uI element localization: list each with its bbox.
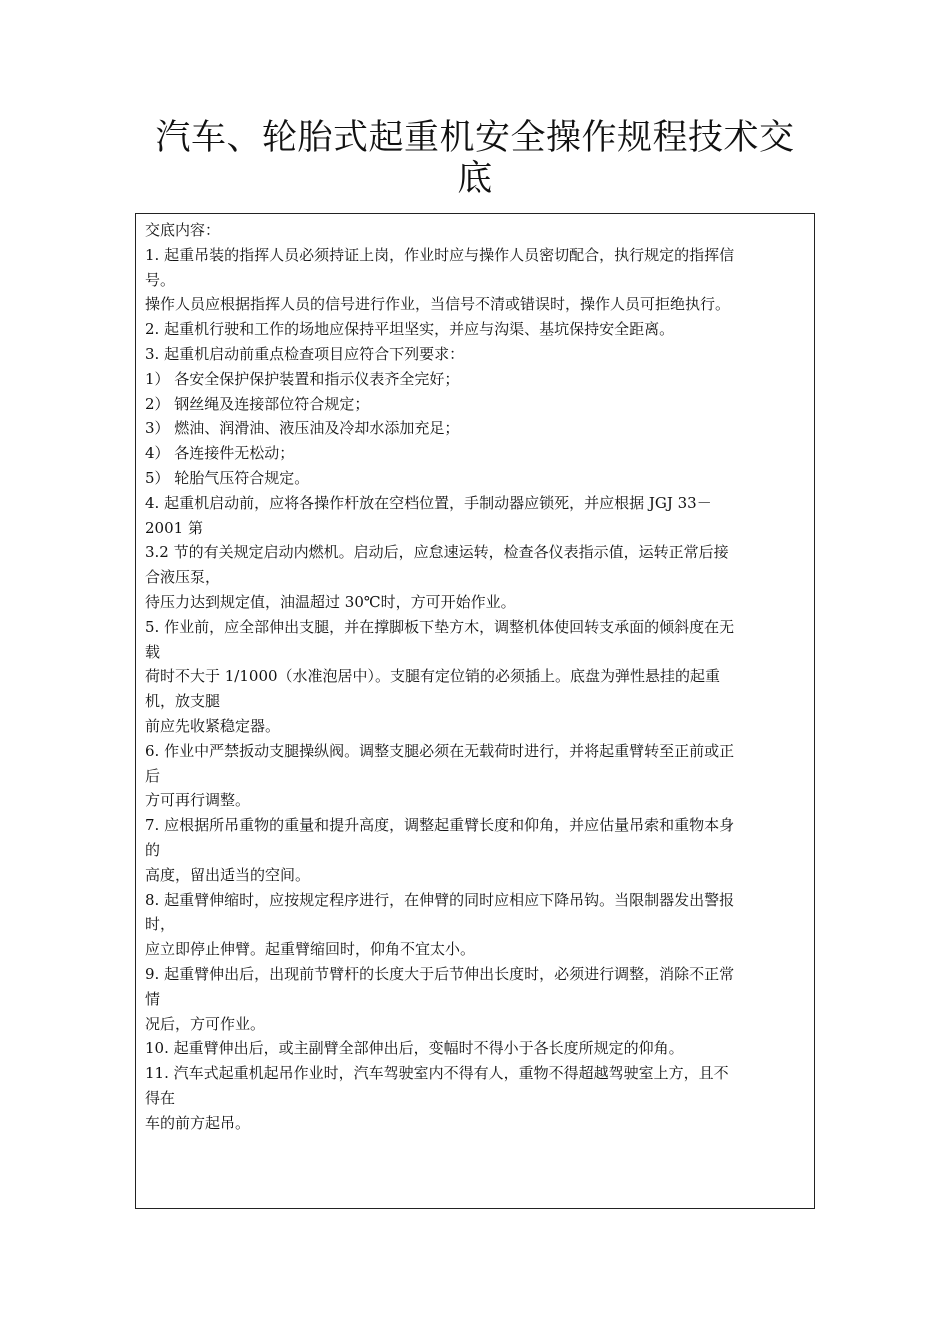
document-title xyxy=(120,118,830,200)
content-line: 时， xyxy=(145,915,176,934)
content-line: 6. 作业中严禁扳动支腿操纵阀。调整支腿必须在无载荷时进行，并将起重臂转至正前或正 xyxy=(145,741,735,760)
content-line: 后 xyxy=(145,766,161,785)
content-line: 11. 汽车式起重机起吊作业时，汽车驾驶室内不得有人，重物不得超越驾驶室上方，且不 xyxy=(145,1064,729,1083)
content-line: 2001 第 xyxy=(145,518,203,537)
content-line: 情 xyxy=(145,989,161,1008)
content-line: 4） 各连接件无松动； xyxy=(145,444,295,463)
content-line: 况后，方可作业。 xyxy=(145,1014,266,1033)
content-line: 荷时不大于 1/1000（水准泡居中）。支腿有定位销的必须插上。底盘为弹性悬挂的起重 xyxy=(145,667,721,686)
content-line: 7. 应根据所吊重物的重量和提升高度，调整起重臂长度和仰角，并应估量吊索和重物本身 xyxy=(145,816,735,835)
content-line: 3.2 节的有关规定启动内燃机。启动后，应怠速运转，检查各仪表指示值，运转正常后接 xyxy=(145,543,729,562)
content-line: 机，放支腿 xyxy=(145,692,221,711)
content-line: 应立即停止伸臂。起重臂缩回时，仰角不宜太小。 xyxy=(145,940,476,959)
content-line: 1） 各安全保护保护装置和指示仪表齐全完好； xyxy=(145,369,460,388)
content-line: 3. 起重机启动前重点检查项目应符合下列要求： xyxy=(145,344,465,363)
content-line: 载 xyxy=(145,642,161,661)
content-line: 9. 起重臂伸出后，出现前节臂杆的长度大于后节伸出长度时，必须进行调整，消除不正常 xyxy=(145,964,735,983)
content-line: 2. 起重机行驶和工作的场地应保持平坦坚实，并应与沟渠、基坑保持安全距离。 xyxy=(145,320,675,339)
document-title-line-1: 汽车、轮胎式起重机安全操作规程技术交 xyxy=(155,118,795,158)
content-line: 8. 起重臂伸缩时，应按规定程序进行，在伸臂的同时应相应下降吊钩。当限制器发出警报 xyxy=(145,890,735,909)
content-line: 方可再行调整。 xyxy=(145,791,251,810)
content-line: 1. 起重吊装的指挥人员必须持证上岗，作业时应与操作人员密切配合，执行规定的指挥信 xyxy=(145,245,735,264)
content-line: 得在 xyxy=(145,1088,176,1107)
content-line: 前应先收紧稳定器。 xyxy=(145,716,281,735)
content-line: 合液压泵， xyxy=(145,568,221,587)
disclosure-content-box xyxy=(135,213,815,1209)
content-line: 高度，留出适当的空间。 xyxy=(145,865,311,884)
content-line: 号。 xyxy=(145,270,176,289)
content-heading: 交底内容： xyxy=(145,221,221,239)
content-line: 待压力达到规定值，油温超过 30℃时，方可开始作业。 xyxy=(145,592,516,611)
content-line: 操作人员应根据指挥人员的信号进行作业，当信号不清或错误时，操作人员可拒绝执行。 xyxy=(145,295,731,314)
content-line: 车的前方起吊。 xyxy=(145,1113,251,1132)
content-line: 3） 燃油、润滑油、液压油及冷却水添加充足； xyxy=(145,419,460,438)
content-line: 5. 作业前，应全部伸出支腿，并在撑脚板下垫方木，调整机体使回转支承面的倾斜度在无 xyxy=(145,617,735,636)
content-line: 10. 起重臂伸出后，或主副臂全部伸出后，变幅时不得小于各长度所规定的仰角。 xyxy=(145,1039,684,1058)
document-title-line-2: 底 xyxy=(457,159,493,199)
content-line: 2） 钢丝绳及连接部位符合规定； xyxy=(145,394,370,413)
content-line: 5） 轮胎气压符合规定。 xyxy=(145,468,310,487)
content-line: 4. 起重机启动前，应将各操作杆放在空档位置，手制动器应锁死，并应根据 JGJ 33－ xyxy=(145,493,712,512)
content-line: 的 xyxy=(145,840,161,859)
